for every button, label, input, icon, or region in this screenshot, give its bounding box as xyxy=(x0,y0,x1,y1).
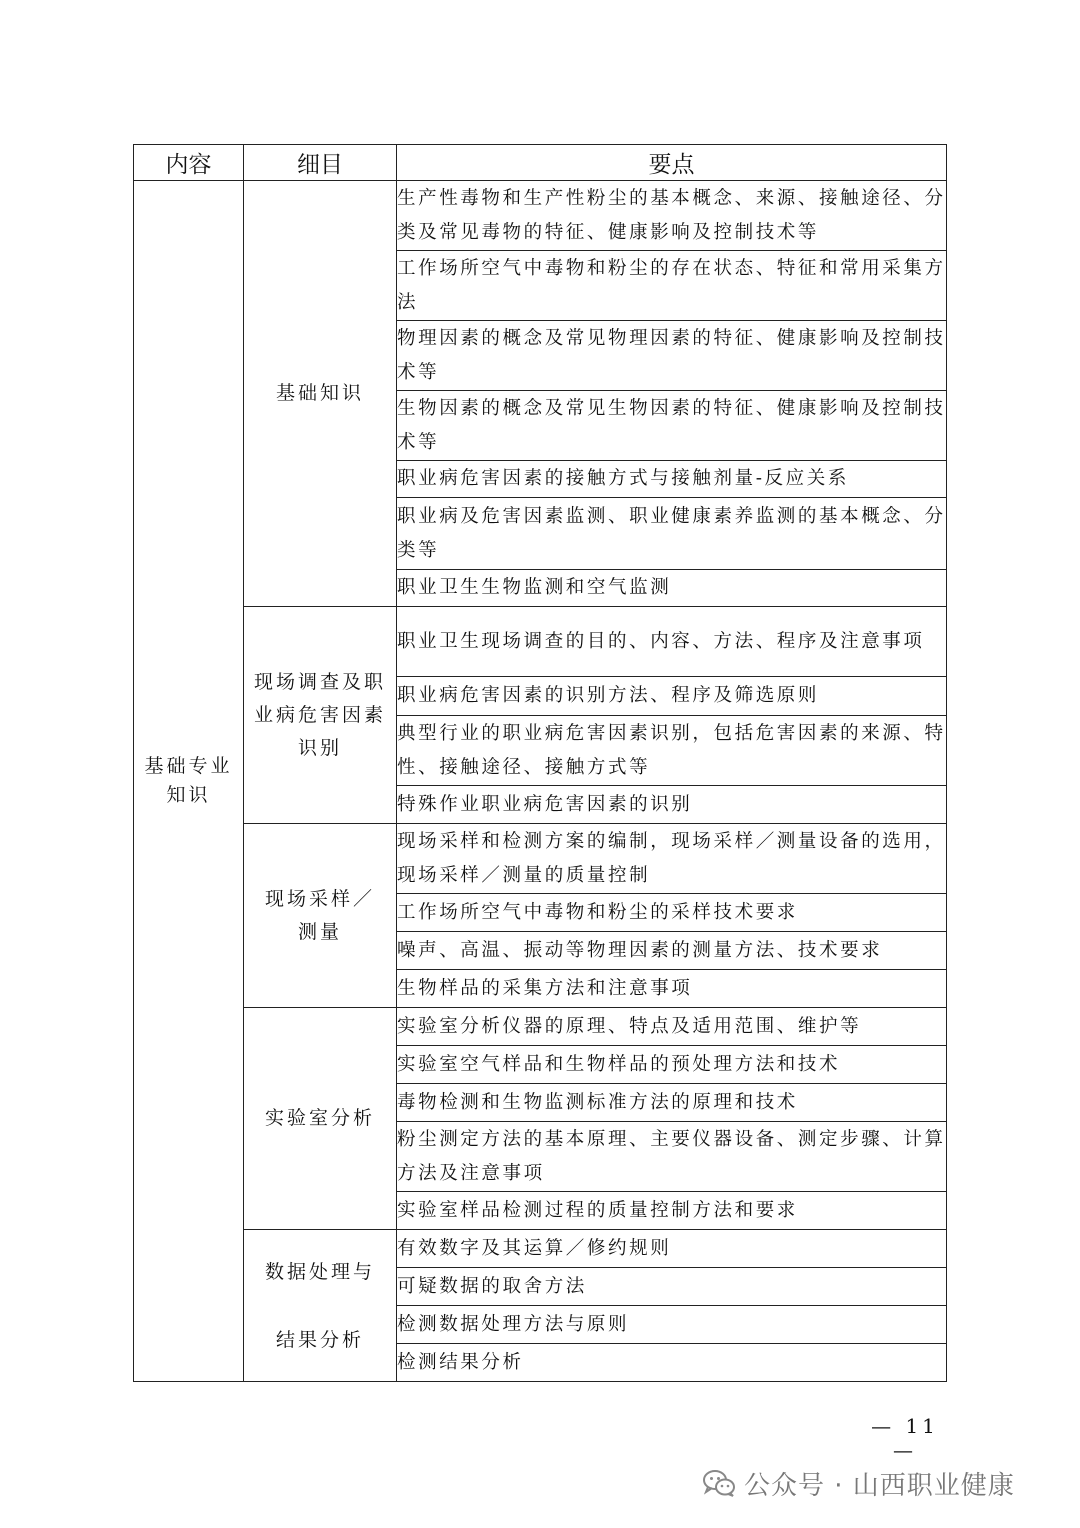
point-cell: 检测结果分析 xyxy=(397,1344,947,1382)
subitem-cell xyxy=(244,1008,397,1230)
point-cell: 职业病危害因素的识别方法、程序及筛选原则 xyxy=(397,677,947,716)
wechat-icon xyxy=(702,1468,736,1498)
content-cell xyxy=(134,181,244,1382)
page-number: — 11 — xyxy=(871,1414,939,1462)
point-cell: 有效数字及其运算／修约规则 xyxy=(397,1230,947,1268)
point-cell: 可疑数据的取舍方法 xyxy=(397,1268,947,1306)
table-row xyxy=(134,824,947,894)
point-cell: 工作场所空气中毒物和粉尘的采样技术要求 xyxy=(397,894,947,932)
point-cell: 工作场所空气中毒物和粉尘的存在状态、特征和常用采集方法 xyxy=(397,251,947,321)
point-cell: 职业病危害因素的接触方式与接触剂量-反应关系 xyxy=(397,461,947,498)
content-label: 基础专业知识 xyxy=(144,755,233,806)
knowledge-table xyxy=(133,144,947,1382)
watermark xyxy=(702,1460,1015,1506)
point-cell: 噪声、高温、振动等物理因素的测量方法、技术要求 xyxy=(397,932,947,970)
point-cell: 典型行业的职业病危害因素识别，包括危害因素的来源、特性、接触途径、接触方式等 xyxy=(397,716,947,786)
table-row xyxy=(134,181,947,251)
point-cell: 粉尘测定方法的基本原理、主要仪器设备、测定步骤、计算方法及注意事项 xyxy=(397,1122,947,1192)
point-cell: 物理因素的概念及常见物理因素的特征、健康影响及控制技术等 xyxy=(397,321,947,391)
subitem-label: 现场调查及职业病危害因素识别 xyxy=(253,670,386,759)
point-cell: 毒物检测和生物监测标准方法的原理和技术 xyxy=(397,1084,947,1122)
point-cell: 实验室空气样品和生物样品的预处理方法和技术 xyxy=(397,1046,947,1084)
subitem-label: 数据处理与结果分析 xyxy=(264,1260,375,1351)
header-points: 要点 xyxy=(397,145,947,181)
point-cell: 生物因素的概念及常见生物因素的特征、健康影响及控制技术等 xyxy=(397,391,947,461)
point-cell: 实验室样品检测过程的质量控制方法和要求 xyxy=(397,1192,947,1230)
subitem-label: 实验室分析 xyxy=(264,1107,375,1129)
subitem-label: 现场采样／测量 xyxy=(264,887,375,943)
point-cell: 职业卫生现场调查的目的、内容、方法、程序及注意事项 xyxy=(397,607,947,677)
point-cell: 现场采样和检测方案的编制，现场采样／测量设备的选用，现场采样／测量的质量控制 xyxy=(397,824,947,894)
point-cell: 职业病及危害因素监测、职业健康素养监测的基本概念、分类等 xyxy=(397,498,947,570)
header-subitem: 细目 xyxy=(244,145,397,181)
subitem-cell xyxy=(244,1230,397,1382)
subitem-label: 基础知识 xyxy=(275,382,364,404)
point-cell: 实验室分析仪器的原理、特点及适用范围、维护等 xyxy=(397,1008,947,1046)
table-row xyxy=(134,607,947,677)
point-cell: 职业卫生生物监测和空气监测 xyxy=(397,570,947,607)
table-header-row xyxy=(134,145,947,181)
watermark-text: 公众号 · 山西职业健康 xyxy=(744,1470,1015,1501)
subitem-cell xyxy=(244,824,397,1008)
subitem-cell xyxy=(244,181,397,607)
table-row xyxy=(134,1230,947,1268)
subitem-cell xyxy=(244,607,397,824)
point-cell: 生产性毒物和生产性粉尘的基本概念、来源、接触途径、分类及常见毒物的特征、健康影响及控制技术等 xyxy=(397,181,947,251)
point-cell: 检测数据处理方法与原则 xyxy=(397,1306,947,1344)
point-cell: 特殊作业职业病危害因素的识别 xyxy=(397,786,947,824)
header-content: 内容 xyxy=(134,145,244,181)
point-cell: 生物样品的采集方法和注意事项 xyxy=(397,970,947,1008)
table-row xyxy=(134,1008,947,1046)
